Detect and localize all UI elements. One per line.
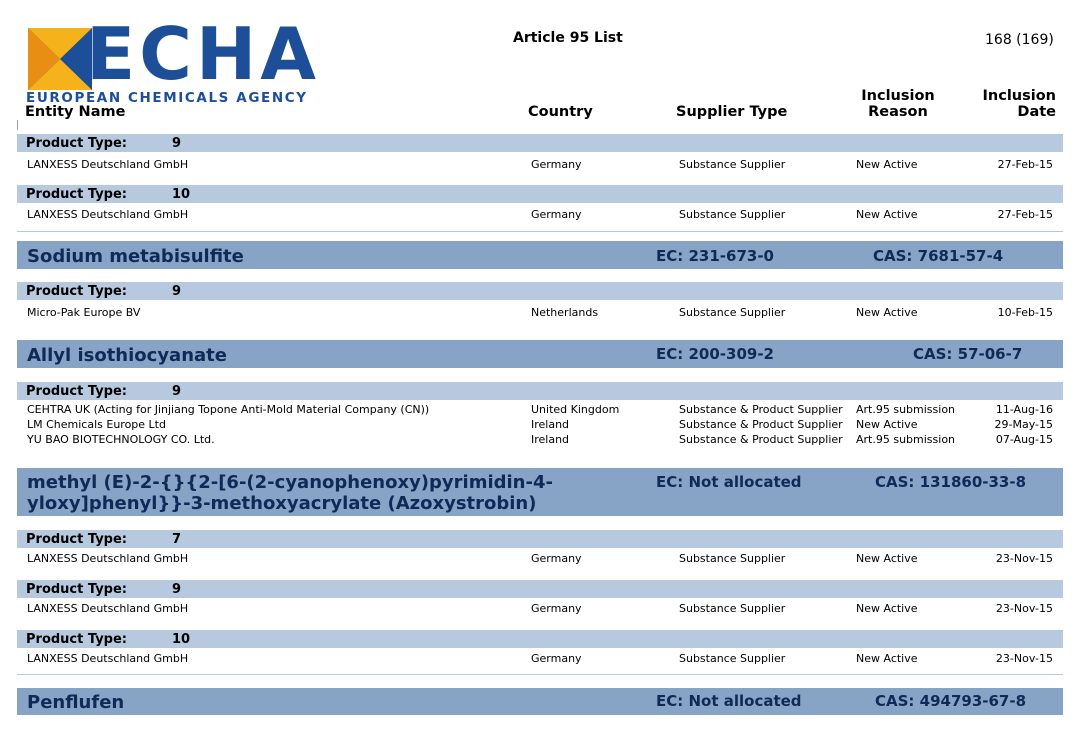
cell-entity: LANXESS Deutschland GmbH bbox=[27, 602, 189, 615]
table-row bbox=[17, 652, 1063, 666]
cell-supplier: Substance Supplier bbox=[679, 208, 786, 221]
substance-name-line2: yloxy]phenyl}}-3-methoxyacrylate (Azoxystrobin) bbox=[27, 493, 537, 514]
cell-entity: LANXESS Deutschland GmbH bbox=[27, 208, 189, 221]
cell-date: 27-Feb-15 bbox=[997, 158, 1053, 171]
cell-country: Ireland bbox=[531, 418, 570, 431]
substance-cas: CAS: 131860-33-8 bbox=[875, 473, 1027, 491]
cell-reason: Art.95 submission bbox=[856, 403, 956, 416]
substance-name: Penflufen bbox=[27, 692, 125, 713]
product-type-value: 9 bbox=[172, 582, 182, 597]
product-type-value: 10 bbox=[172, 187, 191, 202]
cell-date: 29-May-15 bbox=[994, 418, 1053, 431]
echa-logo bbox=[18, 12, 321, 106]
substance-ec: EC: 231-673-0 bbox=[656, 247, 774, 265]
document-title: Article 95 List bbox=[513, 30, 623, 46]
column-header-country: Country bbox=[528, 104, 593, 120]
section-divider bbox=[17, 231, 1063, 232]
cell-entity: Micro-Pak Europe BV bbox=[27, 306, 141, 319]
product-type-value: 9 bbox=[172, 136, 182, 151]
column-header-supplier: Supplier Type bbox=[676, 104, 788, 120]
product-type-label: Product Type: bbox=[26, 284, 127, 299]
product-type-bar bbox=[17, 134, 1063, 152]
cell-date: 10-Feb-15 bbox=[997, 306, 1053, 319]
echa-emblem-icon bbox=[28, 28, 92, 90]
table-row bbox=[17, 306, 1063, 320]
product-type-bar bbox=[17, 580, 1063, 598]
table-row bbox=[17, 433, 1063, 447]
cell-date: 23-Nov-15 bbox=[995, 552, 1053, 565]
cell-country: Germany bbox=[531, 208, 582, 221]
substance-cas: CAS: 494793-67-8 bbox=[875, 692, 1027, 710]
cell-reason: New Active bbox=[856, 652, 918, 665]
cell-reason: New Active bbox=[856, 306, 918, 319]
product-type-label: Product Type: bbox=[26, 187, 127, 202]
substance-header bbox=[17, 241, 1063, 269]
cell-reason: New Active bbox=[856, 418, 918, 431]
cell-date: 23-Nov-15 bbox=[995, 602, 1053, 615]
cell-country: Ireland bbox=[531, 433, 570, 446]
product-type-label: Product Type: bbox=[26, 532, 127, 547]
cell-country: Germany bbox=[531, 158, 582, 171]
cell-country: Netherlands bbox=[531, 306, 599, 319]
cell-entity: LM Chemicals Europe Ltd bbox=[27, 418, 166, 431]
table-row bbox=[17, 552, 1063, 566]
substance-ec: EC: 200-309-2 bbox=[656, 345, 774, 363]
product-type-value: 10 bbox=[172, 632, 191, 647]
substance-cas: CAS: 57-06-7 bbox=[913, 345, 1023, 363]
page-number: 168 (169) bbox=[985, 32, 1054, 48]
cell-supplier: Substance Supplier bbox=[679, 158, 786, 171]
cell-entity: LANXESS Deutschland GmbH bbox=[27, 158, 189, 171]
product-type-bar bbox=[17, 382, 1063, 400]
product-type-label: Product Type: bbox=[26, 582, 127, 597]
cell-date: 27-Feb-15 bbox=[997, 208, 1053, 221]
table-row bbox=[17, 403, 1063, 417]
cell-country: Germany bbox=[531, 552, 582, 565]
cell-supplier: Substance Supplier bbox=[679, 306, 786, 319]
cell-date: 07-Aug-15 bbox=[995, 433, 1053, 446]
cell-reason: New Active bbox=[856, 602, 918, 615]
column-header-reason: Inclusion Reason bbox=[861, 88, 935, 120]
product-type-value: 7 bbox=[172, 532, 182, 547]
column-header-entity: Entity Name bbox=[25, 104, 126, 120]
cell-supplier: Substance & Product Supplier bbox=[679, 433, 843, 446]
cell-supplier: Substance Supplier bbox=[679, 602, 786, 615]
cell-supplier: Substance Supplier bbox=[679, 552, 786, 565]
logo-subtitle: EUROPEAN CHEMICALS AGENCY bbox=[26, 90, 308, 106]
substance-name: Allyl isothiocyanate bbox=[27, 345, 227, 366]
substance-name: Sodium metabisulfite bbox=[27, 246, 244, 267]
product-type-bar bbox=[17, 530, 1063, 548]
product-type-label: Product Type: bbox=[26, 136, 127, 151]
substance-header bbox=[17, 340, 1063, 368]
table-row bbox=[17, 418, 1063, 432]
table-row bbox=[17, 602, 1063, 616]
cell-entity: LANXESS Deutschland GmbH bbox=[27, 552, 189, 565]
substance-ec: EC: Not allocated bbox=[656, 473, 802, 491]
product-type-value: 9 bbox=[172, 284, 182, 299]
product-type-bar bbox=[17, 185, 1063, 203]
cell-date: 23-Nov-15 bbox=[995, 652, 1053, 665]
cell-country: Germany bbox=[531, 652, 582, 665]
product-type-bar bbox=[17, 630, 1063, 648]
cell-entity: YU BAO BIOTECHNOLOGY CO. Ltd. bbox=[27, 433, 215, 446]
cell-reason: New Active bbox=[856, 208, 918, 221]
cell-supplier: Substance Supplier bbox=[679, 652, 786, 665]
product-type-label: Product Type: bbox=[26, 384, 127, 399]
cell-supplier: Substance & Product Supplier bbox=[679, 403, 843, 416]
cell-entity: CEHTRA UK (Acting for Jinjiang Topone Anti-Mold Material Company (CN)) bbox=[27, 403, 430, 416]
substance-ec: EC: Not allocated bbox=[656, 692, 802, 710]
cell-date: 11-Aug-16 bbox=[995, 403, 1053, 416]
cell-country: United Kingdom bbox=[531, 403, 620, 416]
logo-wordmark: ECHA bbox=[86, 12, 321, 96]
cell-reason: New Active bbox=[856, 552, 918, 565]
product-type-bar bbox=[17, 282, 1063, 300]
table-row bbox=[17, 208, 1063, 222]
table-row bbox=[17, 158, 1063, 172]
cell-reason: New Active bbox=[856, 158, 918, 171]
product-type-value: 9 bbox=[172, 384, 182, 399]
substance-cas: CAS: 7681-57-4 bbox=[873, 247, 1004, 265]
cell-reason: Art.95 submission bbox=[856, 433, 956, 446]
cell-country: Germany bbox=[531, 602, 582, 615]
product-type-label: Product Type: bbox=[26, 632, 127, 647]
substance-header bbox=[17, 468, 1063, 516]
cell-entity: LANXESS Deutschland GmbH bbox=[27, 652, 189, 665]
cell-supplier: Substance & Product Supplier bbox=[679, 418, 843, 431]
section-divider bbox=[17, 674, 1063, 675]
substance-name-line1: methyl (E)-2-{}{2-[6-(2-cyanophenoxy)pyrimidin-4- bbox=[27, 472, 553, 493]
header-divider bbox=[17, 120, 18, 130]
column-header-date: Inclusion Date bbox=[982, 88, 1056, 120]
substance-header bbox=[17, 688, 1063, 715]
